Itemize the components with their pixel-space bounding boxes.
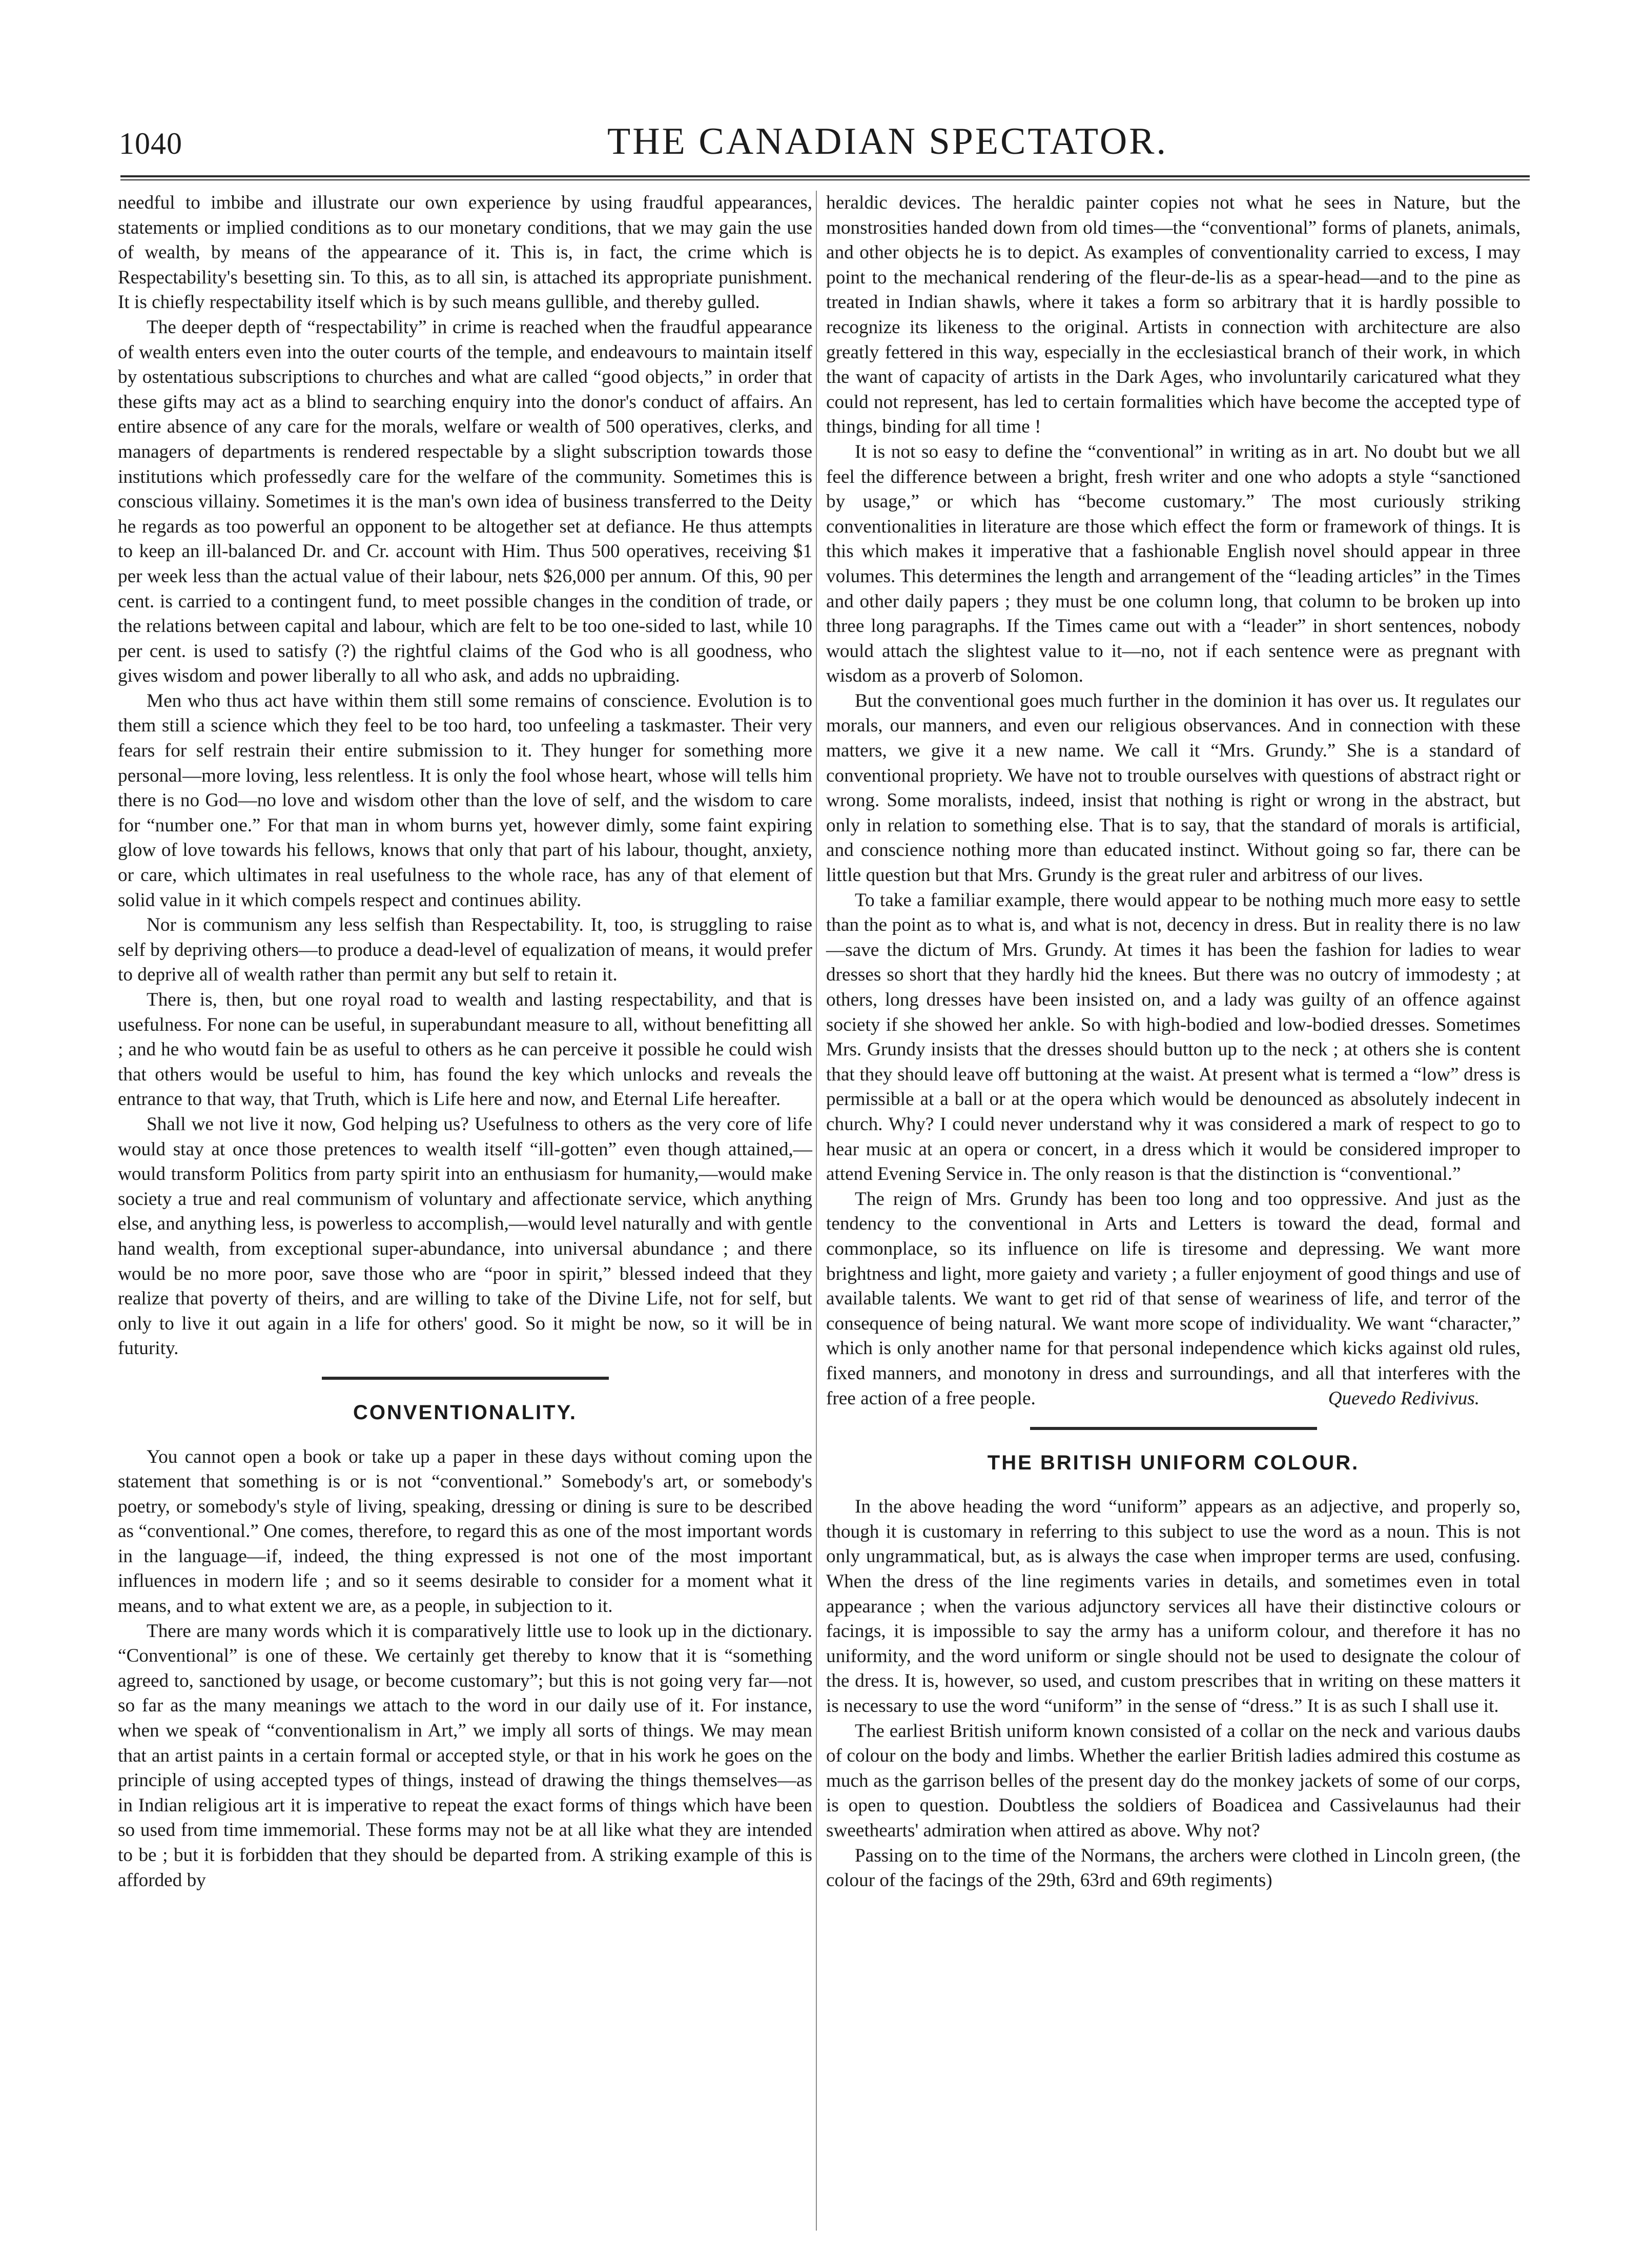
paragraph: There are many words which it is comparatively little use to look up in the dictionary. “Conventional” is one of these. We certainly get thereby to know that it is “something agreed to, sanctioned by usage, or become customary”; but this is not going very far—not so far as the many meanings we attach to the word in our daily use of it. For instance, when we speak of “conventionalism in Art,” we imply all sorts of things. We may mean that an artist paints in a certain formal or accepted style, or that in his work he goes on the principle of using accepted types of things, instead of drawing the things themselves—as in Indian religious art it is imperative to repeat the exact forms of things which have been so used from time immemorial. These forms may not be at all like what they are intended to be ; but it is forbidden that they should be departed from. A striking example of this is afforded by [118,1620,812,1891]
paragraph: The earliest British uniform known consisted of a collar on the neck and various daubs of colour on the body and limbs. Whether the earlier British ladies admired this costume as much as the garrison belles of the present day do the monkey jackets of some of our corps, is open to question. Doubtless the soldiers of Boadicea and Cassivelaunus had their sweethearts' admiration when attired as above. Why not? [826,1720,1520,1841]
paragraph: Men who thus act have within them still some remains of conscience. Evolution is to them still a science which they feel to be too hard, too unfeeling a taskmaster. Their very fears for self restrain their entire submission to it. They hunger for something more personal—more loving, less relentless. It is only the fool whose heart, whose will tells him there is no God—no love and wisdom other than the love of self, and the wisdom to care for “number one.” For that man in whom burns yet, however dimly, some faint expiring glow of love towards his fellows, knows that only that part of his labour, thought, anxiety, or care, which ultimates in real usefulness to the whole race, has any of that element of solid value in it which compels respect and continues ability. [118,690,812,911]
paragraph: But the conventional goes much further in the dominion it has over us. It regulates our morals, our manners, and even our religious observances. And in connection with these matters, we give it a new name. We call it “Mrs. Grundy.” She is a standard of conventional propriety. We have not to trouble ourselves with questions of abstract right or wrong. Some moralists, indeed, insist that nothing is right or wrong in the abstract, but only in relation to something else. That is to say, that the standard of morals is artificial, and conscience nothing more than educated instinct. Without going so far, there can be little question but that Mrs. Grundy is the great ruler and arbitress of our lives. [826,690,1520,886]
left-column [118,191,812,1893]
section-separator [1030,1427,1317,1430]
column-divider [816,191,817,2231]
paragraph: The reign of Mrs. Grundy has been too long and too oppressive. And just as the tendency to the conventional in Arts and Letters is toward the dead, formal and commonplace, so its influence on life is tiresome and depressing. We want more brightness and light, more gaiety and variety ; a fuller enjoyment of good things and use of available talents. We want to get rid of that sense of weariness of life, and terror of the consequence of being natural. We want more scope of individuality. We want “character,” which is only another name for that personal independence which kicks against old rules, fixed manners, and monotony in dress and surroundings, and all that interferes with the free action of a free people. [826,1188,1520,1409]
paragraph: Nor is communism any less selfish than Respectability. It, too, is struggling to raise self by depriving others—to produce a dead-level of equalization of means, it would prefer to deprive all of wealth rather than permit any but self to retain it. [118,914,812,986]
paragraph: Passing on to the time of the Normans, the archers were clothed in Lincoln green, (the colour of the facings of the 29th, 63rd and 69th regiments) [826,1845,1520,1891]
header-rule-thin [120,179,1530,180]
author-signature: Quevedo Redivivus. [1328,1388,1479,1409]
page-number: 1040 [119,127,182,160]
paragraph: The deeper depth of “respectability” in crime is reached when the fraudful appearance of wealth enters even into the outer courts of the temple, and endeavours to maintain itself by ostentatious subscriptions to churches and what are called “good objects,” in order that these gifts may act as a blind to searching enquiry into the donor's conduct of affairs. An entire absence of any care for the morals, welfare or wealth of 500 operatives, clerks, and managers of departments is rendered respectable by a slight subscription towards those institutions which professedly care for the welfare of the community. Sometimes this is conscious villainy. Sometimes it is the man's own idea of business transferred to the Deity he regards as too powerful an opponent to be altogether set at defiance. He thus attempts to keep an ill-balanced Dr. and Cr. account with Him. Thus 500 operatives, receiving $1 per week less than the actual value of their labour, nets $26,000 per annum. Of this, 90 per cent. is carried to a contingent fund, to meet possible changes in the condition of trade, or the relations between capital and labour, which are felt to be too one-sided to last, while 10 per cent. is used to satisfy (?) the rightful claims of the God who is all goodness, who gives wisdom and power liberally to all who ask, and adds no upbraiding. [118,316,812,687]
paragraph: In the above heading the word “uniform” appears as an adjective, and properly so, though it is customary in referring to this subject to use the word as a noun. This is not only ungrammatical, but, as is always the case when improper terms are used, confusing. When the dress of the line regiments varies in details, and sometimes even in total appearance ; when the various adjunctory services all have their distinctive colours or facings, it is impossible to say the army has a uniform colour, and therefore it has no uniformity, and the word uniform or single should not be used to designate the colour of the dress. It is, however, so used, and custom prescribes that in writing on these matters it is necessary to use the word “uniform” in the sense of “dress.” It is as such I shall use it. [826,1496,1520,1717]
paragraph: You cannot open a book or take up a paper in these days without coming upon the statement that something is or is not “conventional.” Somebody's art, or somebody's poetry, or somebody's style of living, speaking, dressing or dining is sure to be described as “conventional.” One comes, therefore, to regard this as one of the most important words in the language—if, indeed, the thing expressed is not one of the most important influences in modern life ; and so it seems desirable to consider for a moment what it means, and to what extent we are, as a people, in subjection to it. [118,1446,812,1617]
right-column [826,191,1520,1893]
paragraph: To take a familiar example, there would appear to be nothing much more easy to settle than the point as to what is, and what is not, decency in dress. But in reality there is no law—save the dictum of Mrs. Grundy. At times it has been the fashion for ladies to wear dresses so short that they hardly hid the knees. But there was no outcry of immodesty ; at others, long dresses have been insisted on, and a lady was guilty of an offence against society if she showed her ankle. So with high-bodied and low-bodied dresses. Sometimes Mrs. Grundy insists that the dresses should button up to the neck ; at others she is content that they should leave off buttoning at the waist. At present what is termed a “low” dress is permissible at a ball or at the opera which would be denounced as absolutely indecent in church. Why? I could never understand why it was considered a mark of respect to go to hear music at an opera or concert, in a dress which it would be considered improper to attend Evening Service in. The only reason is that the distinction is “conventional.” [826,889,1520,1185]
header-rule [120,175,1530,177]
paragraph: heraldic devices. The heraldic painter copies not what he sees in Nature, but the monstrosities handed down from old times—the “conventional” forms of planets, animals, and other objects he is to depict. As examples of conventionality carried to excess, I may point to the mechanical rendering of the fleur-de-lis as a spear-head—and to the pine as treated in Indian shawls, where it takes a form so arbitrary that it is hardly possible to recognize its likeness to the original. Artists in connection with architecture are also greatly fettered in this way, especially in the ecclesiastical branch of their work, in which the want of capacity of artists in the Dark Ages, who involuntarily caricatured what they could not represent, has led to certain formalities which have become the accepted type of things, binding for all time ! [826,192,1520,438]
section-title-british-uniform: THE BRITISH UNIFORM COLOUR. [987,1451,1360,1474]
paragraph: There is, then, but one royal road to wealth and lasting respectability, and that is usefulness. For none can be useful, in superabundant measure to all, without benefitting all ; and he who woutd fain be as useful to others as he can perceive it possible he could wish that others would be useful to him, has found the key which unlocks and reveals the entrance to that way, that Truth, which is Life here and now, and Eternal Life hereafter. [118,989,812,1110]
paragraph: needful to imbibe and illustrate our own experience by using fraudful appearances, statements or implied conditions as to our monetary conditions, that we may gain the use of wealth, by means of the appearance of it. This is, in fact, the crime which is Respectability's besetting sin. To this, as to all sin, is attached its appropriate punishment. It is chiefly respectability itself which is by such means gullible, and thereby gulled. [118,192,812,313]
section-separator [322,1377,609,1380]
section-title-conventionality: CONVENTIONALITY. [353,1401,577,1424]
paragraph: Shall we not live it now, God helping us? Usefulness to others as the very core of life would stay at once those pretences to wealth itself “ill-gotten” even though attained,—would transform Politics from party spirit into an enthusiasm for humanity,—would make society a true and real communism of voluntary and affectionate service, which anything else, and anything less, is powerless to accomplish,—would level naturally and with gentle hand wealth, from exceptional super-abundance, into universal abundance ; and there would be no more poor, save those who are “poor in spirit,” blessed indeed that they realize that poverty of theirs, and are willing to take of the Divine Life, not for self, but only to live it out again in a life for others' good. So it might be now, so it will be in futurity. [118,1113,812,1359]
journal-title: THE CANADIAN SPECTATOR. [607,120,1168,162]
paragraph: It is not so easy to define the “conventional” in writing as in art. No doubt but we all feel the difference between a bright, fresh writer and one who adopts a style “sanctioned by usage,” or which has “become customary.” The most curiously striking conventionalities in literature are those which effect the form or framework of things. It is this which makes it imperative that a fashionable English novel should appear in three volumes. This determines the length and arrangement of the “leading articles” in the Times and other daily papers ; they must be one column long, that column to be broken up into three long paragraphs. If the Times came out with a “leader” in short sentences, nobody would attach the slightest value to it—no, not if each sentence were as pregnant with wisdom as a proverb of Solomon. [826,441,1520,687]
